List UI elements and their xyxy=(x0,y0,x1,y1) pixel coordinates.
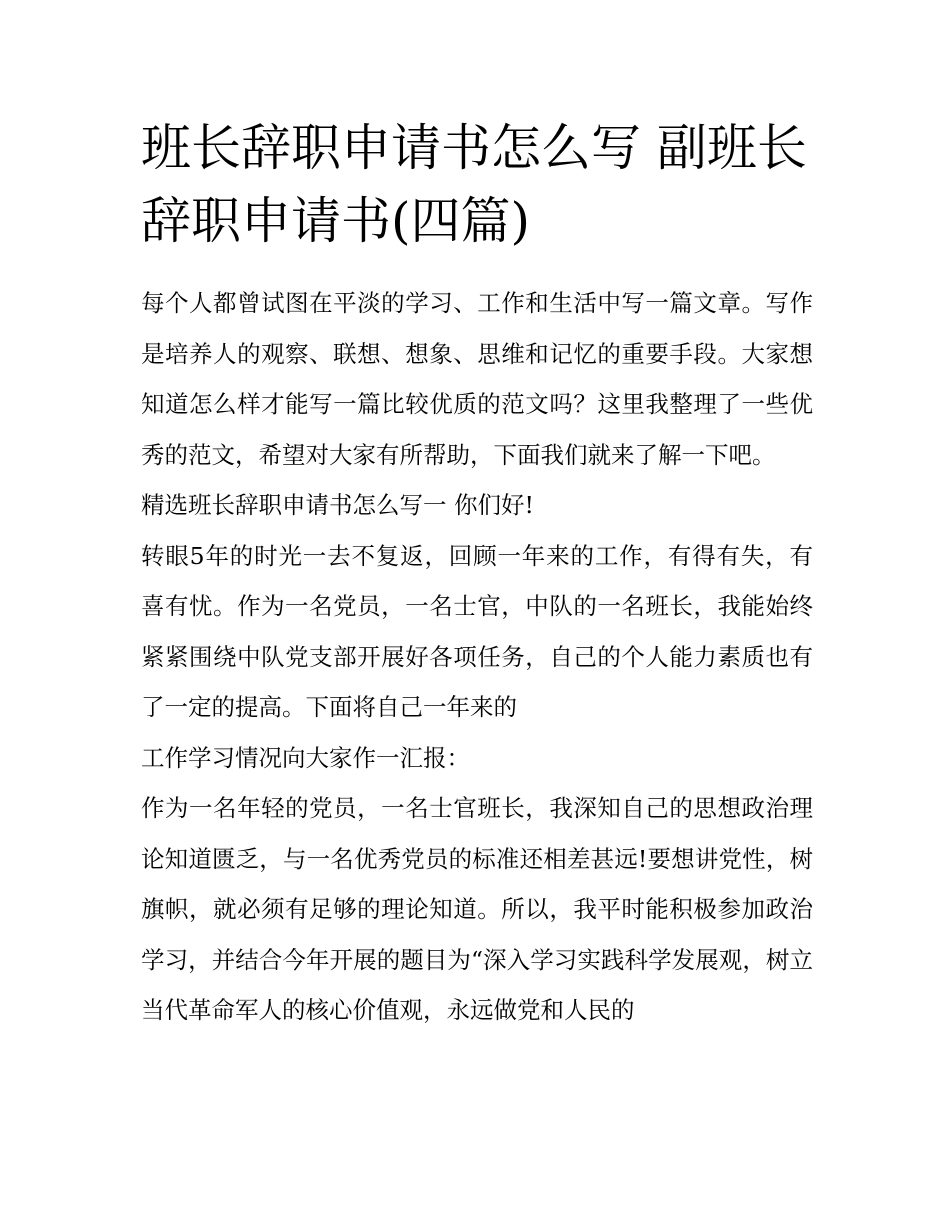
body-paragraph: 工作学习情况向大家作一汇报： xyxy=(141,743,470,772)
section-heading-paragraph: 精选班长辞职申请书怎么写一 你们好! xyxy=(141,491,534,519)
body-paragraph: 作为一名年轻的党员，一名士官班长，我深知自己的思想政治理论知道匮乏，与一名优秀党员的标准还相差甚远!要想讲党性，树旗帜，就必须有足够的理论知道。所以，我平时能积极参加政治学习，并结合今年开展的题目为“深入学习实践科学发展观，树立当代革命军人的核心价值观，永远做党和人民的 xyxy=(141,794,813,1024)
document-body xyxy=(141,278,813,1036)
document-title: 班长辞职申请书怎么写 副班长辞职申请书(四篇) xyxy=(141,119,807,250)
body-paragraph: 转眼5年的时光一去不复返，回顾一年来的工作，有得有失，有喜有忧。作为一名党员，一名士官，中队的一名班长，我能始终紧紧围绕中队党支部开展好各项任务，自己的个人能力素质也有了一定的提高。下面将自己一年来的 xyxy=(141,541,813,721)
intro-paragraph: 每个人都曾试图在平淡的学习、工作和生活中写一篇文章。写作是培养人的观察、联想、想象、思维和记忆的重要手段。大家想知道怎么样才能写一篇比较优质的范文吗？这里我整理了一些优秀的范文，希望对大家有所帮助，下面我们就来了解一下吧。 xyxy=(141,289,813,469)
